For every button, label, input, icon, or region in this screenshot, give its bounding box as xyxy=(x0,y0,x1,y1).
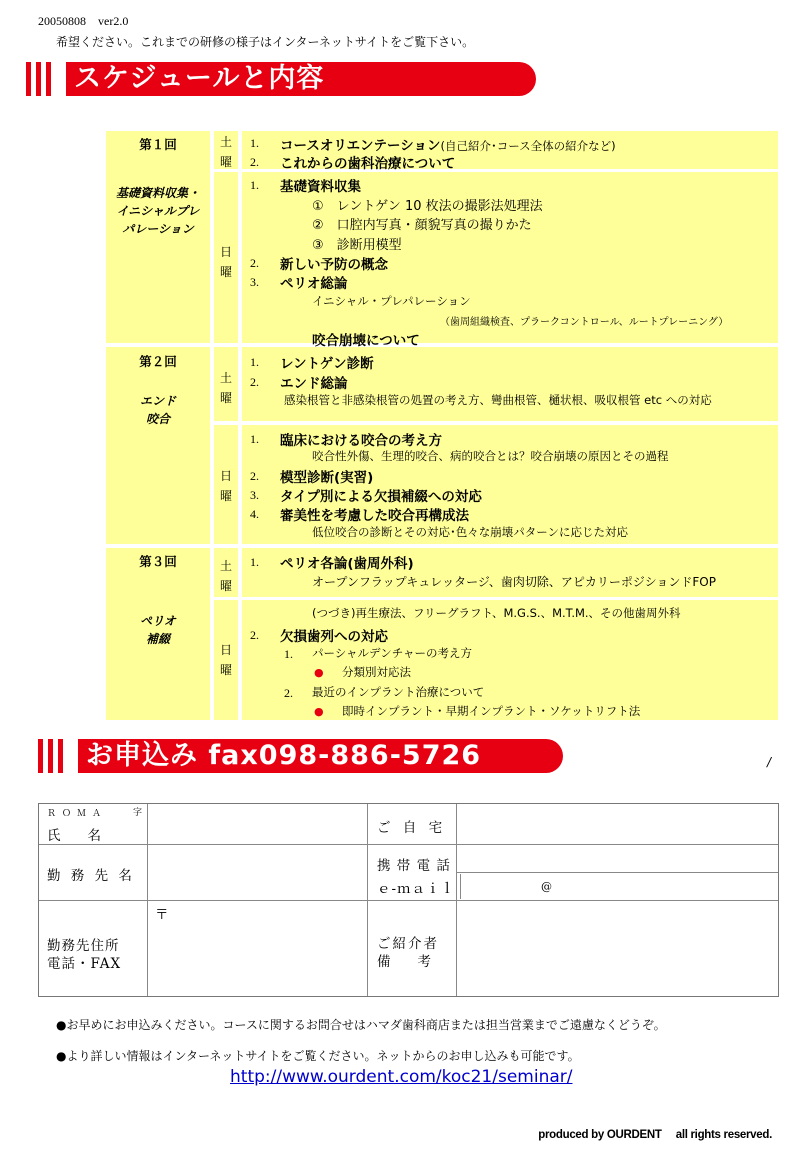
session-1-saturday: 土 曜 xyxy=(219,135,232,169)
session-1-name: 基礎資料収集・ イニシャルプレ パレーション xyxy=(115,186,200,236)
remarks-label: 備 考 xyxy=(377,954,431,970)
item-number: 2. xyxy=(250,256,259,270)
postal-mark: 〒 xyxy=(155,907,169,923)
item-number: 2. xyxy=(284,686,293,700)
schedule-subitem: 即時インプラント・早期インプラント・ソケットリフト法 xyxy=(342,704,641,718)
email-input[interactable] xyxy=(462,874,776,899)
session-2-title: 第２回 xyxy=(139,354,177,369)
schedule-banner xyxy=(26,62,536,96)
session-3-sunday: 日 曜 xyxy=(219,643,232,677)
apply-banner-text: お申込み fax098-886-5726 xyxy=(86,740,482,771)
schedule-item: タイプ別による欠損補綴への対応 xyxy=(280,489,482,505)
schedule-subitem: ① レントゲン 10 枚法の撮影法処理法 xyxy=(312,199,543,214)
item-number: 1. xyxy=(250,355,259,369)
schedule-subitem: 分類別対応法 xyxy=(342,665,411,679)
seminar-link[interactable]: http://www.ourdent.com/koc21/seminar/ xyxy=(230,1067,573,1087)
name-label: 氏 名 xyxy=(47,828,101,844)
schedule-item: これからの歯科治療について xyxy=(280,156,456,172)
session-3-saturday: 土 曜 xyxy=(219,559,232,593)
schedule-subitem: イニシャル・プレパレーション xyxy=(312,294,471,308)
mobile-label: 携 帯 電 話 xyxy=(377,858,451,874)
intro-line: 希望ください。これまでの研修の様子はインターネットサイトをご覧下さい。 xyxy=(56,35,475,49)
item-number: 2. xyxy=(250,375,259,389)
item-number: 1. xyxy=(250,432,259,446)
schedule-subitem: ② 口腔内写真・顔貌写真の撮りかた xyxy=(312,218,532,233)
session-2-saturday: 土 曜 xyxy=(219,371,232,405)
bullet-icon: ● xyxy=(314,705,324,718)
schedule-subitem: 感染根管と非感染根管の処置の考え方、彎曲根管、樋状根、吸収根管 etc への対応 xyxy=(284,393,712,407)
bullet-icon: ● xyxy=(314,666,324,679)
schedule-item: 欠損歯列への対応 xyxy=(280,629,388,645)
schedule-note: （歯周組織検査、プラークコントロール、ルートプレーニング） xyxy=(440,317,729,328)
session-2-sunday: 日 曜 xyxy=(219,469,232,503)
home-label: ご 自 宅 xyxy=(377,820,447,836)
item-number: 3. xyxy=(250,275,259,289)
schedule-item: 咬合崩壊について xyxy=(312,333,420,349)
schedule-item: コースオリエンテーション(自己紹介･コース全体の紹介など) xyxy=(280,138,616,154)
roma-label: ＲＯＭＡ xyxy=(47,809,108,819)
address-label: 勤務先住所 xyxy=(47,938,120,954)
item-number: 1. xyxy=(250,178,259,192)
note-inquiry: ●お早めにお申込みください。コースに関するお問合せはハマダ歯科商店または担当営業までご遠慮なくどうぞ。 xyxy=(56,1018,666,1032)
schedule-subitem: オープンフラップキュレッタージ、歯肉切除、アピカリーポジションドFOP xyxy=(312,575,716,589)
schedule-item: 審美性を考慮した咬合再構成法 xyxy=(280,508,469,524)
schedule-subitem: 低位咬合の診断とその対応･色々な崩壊パターンに応じた対応 xyxy=(312,525,629,539)
mobile-input[interactable] xyxy=(458,846,776,871)
schedule-item: レントゲン診断 xyxy=(280,356,374,372)
apply-banner xyxy=(38,739,563,773)
session-3-name: ペリオ 補綴 xyxy=(140,614,176,646)
name-input[interactable] xyxy=(149,805,365,843)
item-number: 4. xyxy=(250,507,259,521)
application-form xyxy=(38,803,779,997)
schedule-subitem: パーシャルデンチャーの考え方 xyxy=(312,646,472,660)
note-website: ●より詳しい情報はインターネットサイトをご覧ください。ネットからのお申し込みも可能です。 xyxy=(56,1049,580,1063)
schedule-subitem: (つづき)再生療法、フリーグラフト、M.G.S.、M.T.M.、その他歯周外科 xyxy=(312,606,681,620)
schedule-item: 臨床における咬合の考え方 xyxy=(280,433,442,449)
session-1-sunday: 日 曜 xyxy=(219,245,232,279)
schedule-item: ペリオ各論(歯周外科) xyxy=(280,556,414,572)
workplace-label: 勤 務 先 名 xyxy=(47,868,135,884)
item-number: 2. xyxy=(250,155,259,169)
referrer-remarks-input[interactable] xyxy=(458,902,776,995)
roma-ji-label: 字 xyxy=(133,808,146,818)
item-number: 1. xyxy=(250,555,259,569)
schedule-item: エンド総論 xyxy=(280,376,348,392)
item-number: 2. xyxy=(250,469,259,483)
banner-stripes xyxy=(26,62,66,96)
credit-line: produced by OURDENT all rights reserved. xyxy=(538,1129,772,1141)
stray-mark: / xyxy=(767,755,772,769)
workplace-input[interactable] xyxy=(149,846,365,899)
schedule-subitem: 咬合性外傷、生理的咬合、病的咬合とは？咬合崩壊の原因とその過程 xyxy=(312,449,669,463)
item-number: 1. xyxy=(250,136,259,150)
email-label: ｅ-ｍａｉｌ xyxy=(377,881,456,897)
version-line: 20050808 ver2.0 xyxy=(38,14,129,28)
schedule-item: 模型診断(実習) xyxy=(280,470,374,486)
schedule-subitem: 最近のインプラント治療について xyxy=(312,685,485,699)
schedule-item: ペリオ総論 xyxy=(280,276,348,292)
banner-stripes xyxy=(38,739,78,773)
item-number: 1. xyxy=(284,647,293,661)
home-input[interactable] xyxy=(458,805,776,843)
session-1-title: 第１回 xyxy=(139,137,177,152)
schedule-subitem: ③ 診断用模型 xyxy=(312,238,402,253)
session-2-name: エンド 咬合 xyxy=(139,394,176,426)
referrer-label: ご紹介者 xyxy=(377,936,439,952)
phone-fax-label: 電話・FAX xyxy=(47,956,122,972)
schedule-item: 基礎資料収集 xyxy=(280,179,361,195)
schedule-banner-text: スケジュールと内容 xyxy=(74,63,325,94)
address-input[interactable] xyxy=(149,902,365,995)
email-at-symbol: @ xyxy=(541,880,552,893)
item-number: 3. xyxy=(250,488,259,502)
schedule-item: 新しい予防の概念 xyxy=(280,257,388,273)
session-3-title: 第３回 xyxy=(139,554,177,569)
item-number: 2. xyxy=(250,628,259,642)
